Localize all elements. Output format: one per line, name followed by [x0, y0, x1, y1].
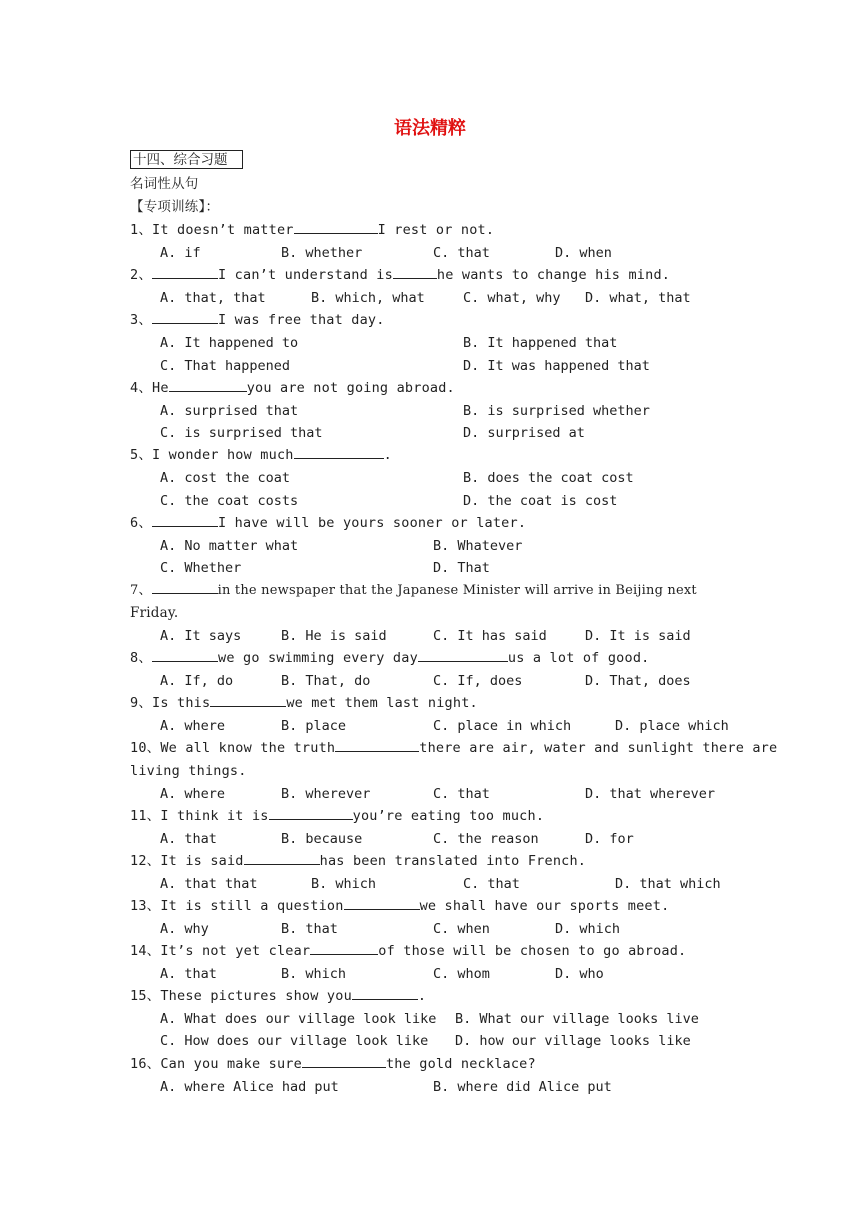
question-7: 7、 in the newspaper that the Japanese Minister will arrive in Beijing next: [130, 583, 697, 598]
question-8: 8、 we go swimming every day us a lot of good.: [130, 650, 650, 666]
q13-option-b: B. that: [281, 921, 338, 937]
q9-option-b: B. place: [281, 718, 347, 734]
question-5: 5、I wonder how much .: [130, 447, 392, 463]
question-10: 10、We all know the truth there are air, water and sunlight there are: [130, 740, 778, 756]
q5-option-a: A. cost the coat: [160, 470, 291, 486]
q4-option-a: A. surprised that: [160, 403, 299, 419]
q8-option-a: A. If, do: [160, 673, 234, 689]
q11-option-d: D. for: [585, 831, 634, 847]
q16-option-a: A. where Alice had put: [160, 1079, 339, 1095]
q4-option-b: B. is surprised whether: [463, 403, 650, 419]
question-11: 11、I think it is you’re eating too much.: [130, 808, 545, 824]
q9-option-c: C. place in which: [433, 718, 572, 734]
q5-option-d: D. the coat is cost: [463, 493, 618, 509]
q8-option-c: C. If, does: [433, 673, 523, 689]
question-10-continued: living things.: [130, 763, 247, 779]
q6-option-b: B. Whatever: [433, 538, 523, 554]
question-1: 1、It doesn’t matter I rest or not.: [130, 222, 495, 238]
q10-option-b: B. wherever: [281, 786, 371, 802]
q7-option-d: D. It is said: [585, 628, 691, 644]
question-16: 16、Can you make sure the gold necklace?: [130, 1056, 536, 1072]
q12-option-b: B. which: [311, 876, 377, 892]
q12-option-d: D. that which: [615, 876, 721, 892]
question-6: 6、 I have will be yours sooner or later.: [130, 515, 527, 531]
question-9: 9、Is this we met them last night.: [130, 695, 478, 711]
question-14: 14、It’s not yet clear of those will be chosen to go abroad.: [130, 943, 687, 959]
q2-option-c: C. what, why: [463, 290, 561, 306]
q15-option-d: D. how our village looks like: [455, 1033, 691, 1049]
q1-option-a: A. if: [160, 245, 201, 261]
q4-option-d: D. surprised at: [463, 425, 585, 441]
q10-option-d: D. that wherever: [585, 786, 716, 802]
topic-subtitle: 名词性从句: [130, 176, 199, 192]
q14-option-a: A. that: [160, 966, 217, 982]
q16-option-b: B. where did Alice put: [433, 1079, 612, 1095]
q9-option-d: D. place which: [615, 718, 729, 734]
q3-option-d: D. It was happened that: [463, 358, 650, 374]
question-15: 15、These pictures show you .: [130, 988, 427, 1004]
section-heading: 十四、综合习题: [130, 150, 243, 169]
q11-option-b: B. because: [281, 831, 363, 847]
q12-option-a: A. that that: [160, 876, 258, 892]
question-4: 4、He you are not going abroad.: [130, 380, 455, 396]
q13-option-d: D. which: [555, 921, 621, 937]
q1-option-c: C. that: [433, 245, 490, 261]
q9-option-a: A. where: [160, 718, 226, 734]
q1-option-b: B. whether: [281, 245, 363, 261]
q6-option-d: D. That: [433, 560, 490, 576]
q11-option-c: C. the reason: [433, 831, 539, 847]
q2-option-a: A. that, that: [160, 290, 266, 306]
q3-option-a: A. It happened to: [160, 335, 299, 351]
q11-option-a: A. that: [160, 831, 217, 847]
q14-option-c: C. whom: [433, 966, 490, 982]
q2-option-d: D. what, that: [585, 290, 691, 306]
q10-option-a: A. where: [160, 786, 226, 802]
q13-option-c: C. when: [433, 921, 490, 937]
q2-option-b: B. which, what: [311, 290, 425, 306]
question-2: 2、 I can’t understand is he wants to change his mind.: [130, 267, 671, 283]
q15-option-b: B. What our village looks live: [455, 1011, 699, 1027]
question-3: 3、 I was free that day.: [130, 312, 385, 328]
q7-option-b: B. He is said: [281, 628, 387, 644]
q12-option-c: C. that: [463, 876, 520, 892]
q7-option-a: A. It says: [160, 628, 242, 644]
q7-option-c: C. It has said: [433, 628, 547, 644]
practice-header: 【专项训练】：: [130, 199, 220, 215]
question-7-continued: Friday.: [130, 605, 179, 621]
q3-option-b: B. It happened that: [463, 335, 618, 351]
q14-option-b: B. which: [281, 966, 347, 982]
q5-option-c: C. the coat costs: [160, 493, 299, 509]
q3-option-c: C. That happened: [160, 358, 291, 374]
q10-option-c: C. that: [433, 786, 490, 802]
q14-option-d: D. who: [555, 966, 604, 982]
q13-option-a: A. why: [160, 921, 209, 937]
q15-option-a: A. What does our village look like: [160, 1011, 437, 1027]
q5-option-b: B. does the coat cost: [463, 470, 634, 486]
q15-option-c: C. How does our village look like: [160, 1033, 429, 1049]
q4-option-c: C. is surprised that: [160, 425, 323, 441]
q8-option-d: D. That, does: [585, 673, 691, 689]
page-title: 语法精粹: [394, 118, 466, 139]
question-12: 12、It is said has been translated into French.: [130, 853, 587, 869]
q8-option-b: B. That, do: [281, 673, 371, 689]
question-13: 13、It is still a question we shall have our sports meet.: [130, 898, 670, 914]
q1-option-d: D. when: [555, 245, 612, 261]
q6-option-a: A. No matter what: [160, 538, 299, 554]
q6-option-c: C. Whether: [160, 560, 242, 576]
